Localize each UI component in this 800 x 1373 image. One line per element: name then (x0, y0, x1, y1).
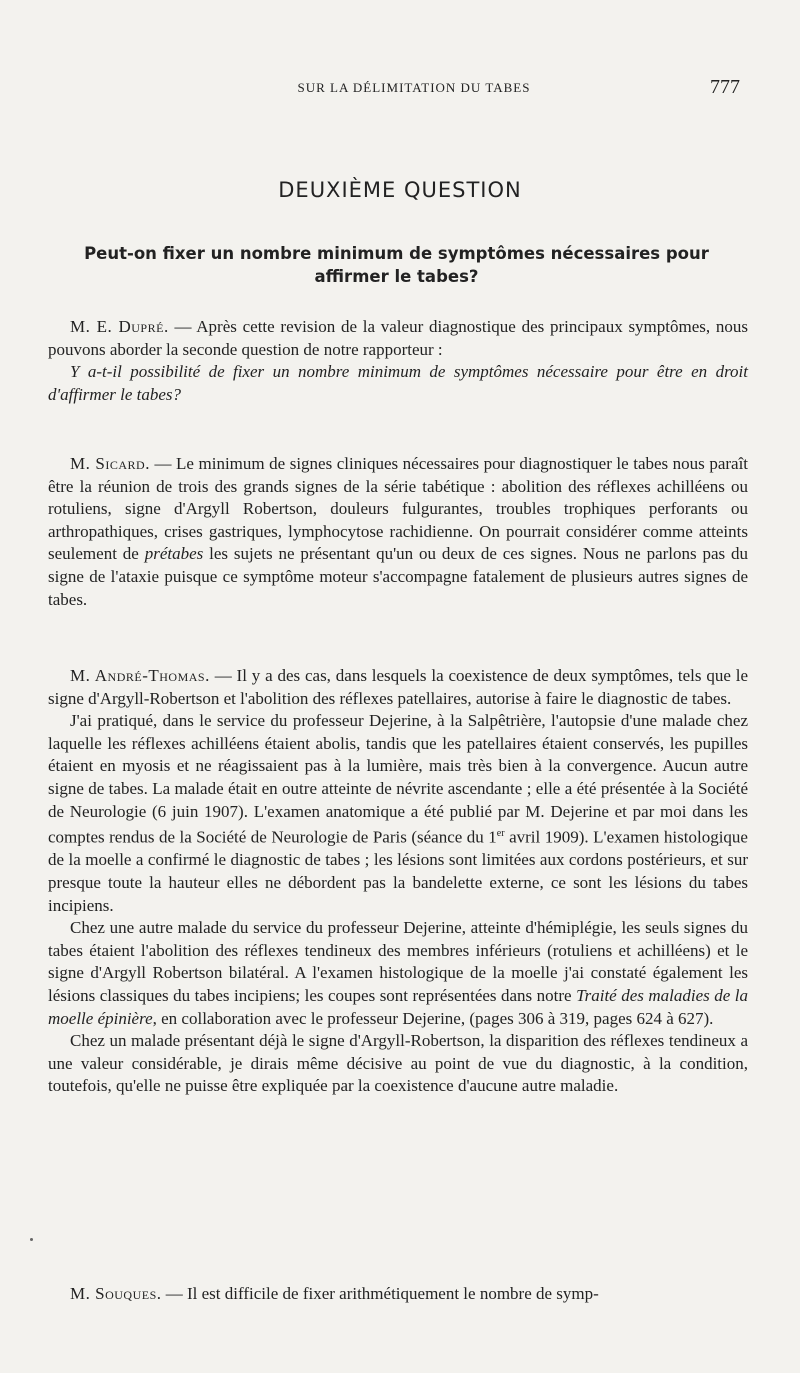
paragraph-text: — Il est difficile de fixer arithmétiquement le nombre de symp- (165, 1284, 599, 1303)
speaker-name: M. Sicard. (70, 454, 150, 473)
thomas-paragraph-2 (48, 710, 748, 917)
paragraph-text: — Il y a des cas, dans lesquels la coexistence de deux symptômes, tels que le signe d'Argyll-Robertson et l'abolition des réflexes patellaires, autorise à faire le diagnostic de tabes. (48, 666, 749, 708)
dupre-question: Y a-t-il possibilité de fixer un nombre minimum de symptômes nécessaire pour être en droit d'affirmer le tabes? (48, 362, 748, 404)
speaker-name: M. E. Dupré. (70, 317, 169, 336)
sicard-paragraph (48, 453, 748, 611)
dupre-paragraph (48, 316, 748, 361)
running-title: SUR LA DÉLIMITATION DU TABES (297, 80, 531, 95)
thomas-paragraph-1 (48, 665, 748, 710)
dupre-block (48, 316, 748, 406)
paragraph-text: avril 1909). L'examen histologique de la moelle a confirmé le diagnostic de tabes ; les lésions sont limitées aux cordons postérieurs, et sur presque toute la hauteur elles ne débordent pas la bandelette externe, ce sont les lésions du tabes incipiens. (48, 827, 748, 915)
speaker-name: M. André-Thomas. (70, 666, 210, 685)
paragraph-text: — Le minimum de signes cliniques nécessaires pour diagnostiquer le tabes nous paraît être la réunion de trois des grands signes de la série tabétique : abolition des réflexes achilléens ou rotuliens, signe d'Argyll Robertson, douleurs fulgurantes, troubles trophiques perforants ou arthropathiques, crises gastriques, lymphocytose rachidienne. On pourrait considérer comme atteints seulement de (48, 454, 749, 564)
thomas-paragraph-3 (48, 917, 748, 1030)
thomas-block (48, 665, 748, 1098)
margin-mark (30, 1238, 33, 1241)
section-title: DEUXIÈME QUESTION (278, 178, 522, 202)
sicard-block (48, 453, 748, 611)
thomas-paragraph-4: Chez un malade présentant déjà le signe d'Argyll-Robertson, la disparition des réflexes tendineux a une valeur considérable, je dirais même décisive au point de vue du diagnostic, à la condition, toutefois, qu'elle ne puisse être expliquée par la coexistence d'aucune autre maladie. (48, 1031, 748, 1096)
paragraph-text: Chez une autre malade du service du professeur Dejerine, atteinte d'hémiplégie, les seuls signes du tabes étaient l'abolition des réflexes tendineux des membres inférieurs (rotuliens et achilléens) et le signe d'Argyll Robertson bilatéral. A l'examen histologique de la moelle j'ai constaté également les lésions classiques du tabes incipiens; les coupes sont représentées dans notre (48, 918, 748, 1005)
souques-paragraph (48, 1283, 748, 1306)
paragraph-text: J'ai pratiqué, dans le service du professeur Dejerine, à la Salpêtrière, l'autopsie d'une malade chez laquelle les réflexes achilléens étaient abolis, tandis que les patellaires étaient conservés, les pupilles étaient en myosis et ne réagissaient pas à la lumière, mais très bien à la convergence. Aucun autre signe de tabes. La malade était en outre atteinte de névrite ascendante ; elle a été présentée à la Société de Neurologie (6 juin 1907). L'examen anatomique a été publié par M. Dejerine et par moi dans les comptes rendus de la Société de Neurologie de Paris (séance du 1 (48, 711, 748, 847)
paragraph-text: les sujets ne présentant qu'un ou deux de ces signes. Nous ne parlons pas du signe de l'ataxie puisque ce symptôme moteur s'accompagne fatalement de plusieurs autres signes de tabes. (48, 544, 749, 609)
book-title: Traité des maladies de la moelle épinière (48, 985, 748, 1028)
superscript: er (496, 828, 505, 840)
speaker-name: M. Souques. (70, 1284, 162, 1303)
souques-block (48, 1283, 748, 1306)
page-number: 777 (710, 76, 740, 98)
running-head (48, 76, 740, 100)
paragraph-text: — Après cette revision de la valeur diagnostique des principaux symptômes, nous pouvons aborder la seconde question de notre rapporteur : (48, 317, 749, 359)
paragraph-text: , en collaboration avec le professeur Dejerine, (pages 306 à 319, pages 624 à 627). (152, 1008, 714, 1028)
question-heading: Peut-on fixer un nombre minimum de symptômes nécessaires pour affirmer le tabes? (84, 244, 709, 286)
italic-term: prétabes (144, 544, 204, 564)
